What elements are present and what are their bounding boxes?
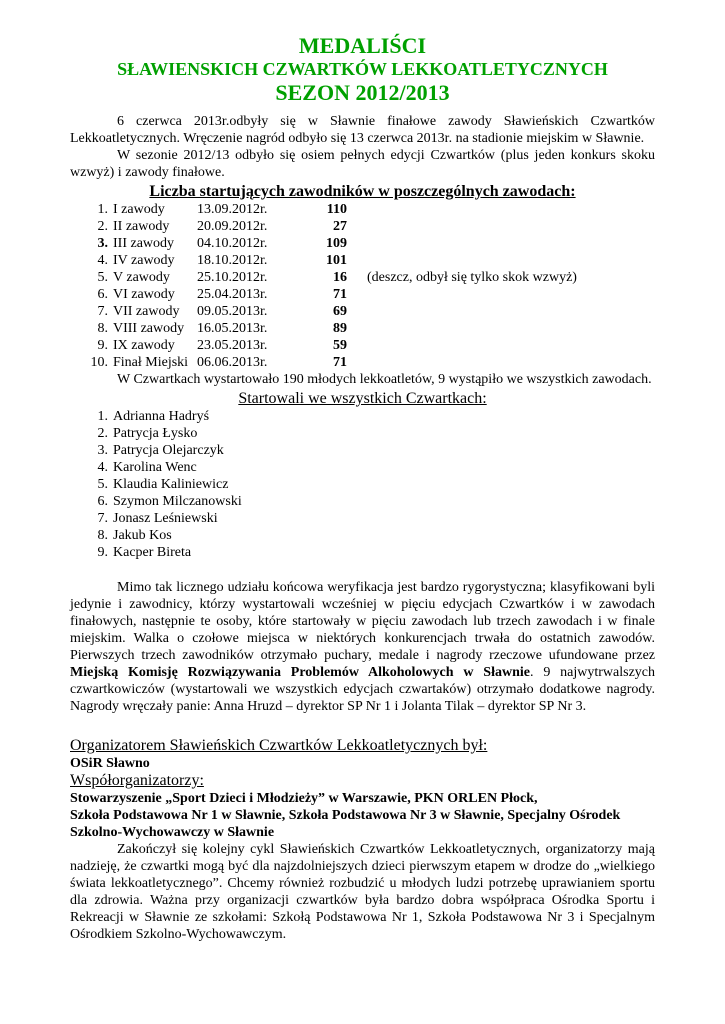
table-row [88,252,577,269]
event-name: II zawody [113,219,170,234]
list-item-name: Patrycja Olejarczyk [113,443,224,458]
event-name: VI zawody [113,287,175,302]
intro-paragraph-1: 6 czerwca 2013r.odbyły się w Sławnie finałowe zawody Sławieńskich Czwartków Lekkoatletycznych. Wręczenie nagród odbyło się 13 czerwca 2013r. na stadionie miejskim w Sławnie. [70,114,655,146]
list-item-name: Klaudia Kaliniewicz [113,477,229,492]
event-date: 23.05.2013r. [197,338,268,353]
all-starts-heading: Startowali we wszystkich Czwartkach: [238,390,487,407]
event-note [347,218,577,235]
events-heading: Liczba startujących zawodników w poszczególnych zawodach: [149,183,576,200]
event-date: 13.09.2012r. [197,202,268,217]
coorganizers-line-2: Szkoła Podstawowa Nr 1 w Sławnie, Szkoła Podstawowa Nr 3 w Sławnie, Specjalny Ośrodek Szkolno-Wychowawczy w Sławnie [70,808,621,840]
verification-text-after: . 9 najwytrwalszych czwartkowiczów (wystartowali we wszystkich edycjach czwartaków) otrzymało dodatkowe nagrody. Nagrody wręczały panie: Anna Hruzd – dyrektor SP Nr 1 i Jolanta Tilak – dyrektor SP Nr 3. [70,665,655,714]
list-item [88,442,655,459]
list-item-number: 6. [97,494,108,509]
event-number: 10. [90,355,108,370]
list-item [88,408,655,425]
list-item-name: Jonasz Leśniewski [113,511,218,526]
event-count: 71 [333,355,347,370]
event-note [347,201,577,218]
list-item [88,510,655,527]
table-row [88,201,577,218]
list-item-name: Szymon Milczanowski [113,494,242,509]
list-item-name: Patrycja Łysko [113,426,198,441]
table-row [88,337,577,354]
event-note [347,354,577,371]
event-note [347,337,577,354]
event-count: 59 [333,338,347,353]
title-subtitle: SŁAWIENSKICH CZWARTKÓW LEKKOATLETYCZNYCH [117,59,608,79]
event-note [347,235,577,252]
table-row [88,303,577,320]
event-number: 3. [97,236,108,251]
list-item [88,493,655,510]
event-number: 7. [97,304,108,319]
list-item-name: Jakub Kos [113,528,172,543]
organizer-name: OSiR Sławno [70,756,150,771]
list-item-number: 7. [97,511,108,526]
table-row [88,218,577,235]
coorganizers-title: Współorganizatorzy: [70,772,204,789]
event-number: 4. [97,253,108,268]
table-row [88,354,577,371]
list-item-number: 8. [97,528,108,543]
closing-paragraph: Zakończył się kolejny cykl Sławieńskich Czwartków Lekkoatletycznych, organizatorzy mają nadzieję, że czwartki mogą być dla najzdolniejszych dzieci pierwszym etapem w drodze do „wielkiego świata lekkoatletycznego”. Chcemy również rozbudzić u młodych ludzi potrzebę uprawianiem sportu dla zdrowia. Ważna przy organizacji czwartków była bardzo dobra współpraca Ośrodka Sportu i Rekreacji w Sławnie ze szkołami: Szkołą Podstawowa Nr 1, Szkoła Podstawowa Nr 3 i Specjalnym Ośrodkiem Szkolno-Wychowawczym. [70,842,655,942]
event-note: (deszcz, odbył się tylko skok wzwyż) [367,270,577,285]
event-date: 20.09.2012r. [197,219,268,234]
summary-paragraph: W Czwartkach wystartowało 190 młodych lekkoatletów, 9 wystąpiło we wszystkich zawodach. [117,372,652,387]
event-name: IX zawody [113,338,175,353]
verification-text-before: Mimo tak licznego udziału końcowa weryfikacja jest bardzo rygorystyczna; klasyfikowani byli jedynie i zawodnicy, którzy wystartowali wcześniej w pięciu edycjach Czwartków i w zawodach finałowych, następnie te osoby, które startowały w pięciu zawodach lub trzech zawodach i w finale miejskim. Walka o czołowe miejsca w niektórych konkurencjach trwała do ostatnich zawodów. Pierwszych trzech zawodników otrzymało puchary, medale i nagrody rzeczowe ufundowane przez [70,580,655,663]
event-number: 1. [97,202,108,217]
event-name: V zawody [113,270,170,285]
table-row [88,269,577,286]
event-count: 69 [333,304,347,319]
event-date: 06.06.2013r. [197,355,268,370]
event-date: 18.10.2012r. [197,253,268,268]
list-item-number: 2. [97,426,108,441]
event-count: 71 [333,287,347,302]
events-table [88,201,577,371]
event-number: 6. [97,287,108,302]
event-count: 101 [326,253,347,268]
event-date: 16.05.2013r. [197,321,268,336]
list-item [88,425,655,442]
intro-paragraph-2: W sezonie 2012/13 odbyło się osiem pełnych edycji Czwartków (plus jeden konkurs skoku wzwyż) i zawody finałowe. [70,148,655,180]
event-date: 25.10.2012r. [197,270,268,285]
list-item-number: 4. [97,460,108,475]
verification-paragraph [70,579,655,715]
event-note [347,286,577,303]
event-note [347,252,577,269]
event-count: 110 [326,202,347,217]
list-item-number: 3. [97,443,108,458]
event-name: VII zawody [113,304,180,319]
event-date: 09.05.2013r. [197,304,268,319]
list-item-name: Kacper Bireta [113,545,192,560]
event-date: 25.04.2013r. [197,287,268,302]
spacer [70,561,655,579]
event-note [347,303,577,320]
event-date: 04.10.2012r. [197,236,268,251]
list-item [88,476,655,493]
event-note [347,320,577,337]
list-item-number: 5. [97,477,108,492]
event-count: 16 [333,270,347,285]
event-number: 9. [97,338,108,353]
list-item [88,527,655,544]
event-name: I zawody [113,202,165,217]
table-row [88,235,577,252]
list-item [88,459,655,476]
event-name: III zawody [113,236,175,251]
event-number: 8. [97,321,108,336]
list-item-number: 9. [97,545,108,560]
document-content [70,33,655,943]
list-item-name: Adrianna Hadryś [113,409,210,424]
event-name: IV zawody [113,253,175,268]
all-starts-list [88,408,655,561]
verification-commission: Miejską Komisję Rozwiązywania Problemów Alkoholowych w Sławnie [70,665,530,680]
title-medalists: MEDALIŚCI [298,33,427,58]
list-item-number: 1. [97,409,108,424]
event-count: 109 [326,236,347,251]
title-season: SEZON 2012/2013 [275,80,450,105]
list-item [88,544,655,561]
coorganizers-line-1: Stowarzyszenie „Sport Dzieci i Młodzieży” w Warszawie, PKN ORLEN Płock, [70,791,538,806]
event-name: VIII zawody [113,321,185,336]
list-item-name: Karolina Wenc [113,460,197,475]
table-row [88,320,577,337]
event-name: Finał Miejski [113,355,189,370]
event-count: 27 [333,219,347,234]
event-number: 2. [97,219,108,234]
table-row [88,286,577,303]
event-count: 89 [333,321,347,336]
event-number: 5. [97,270,108,285]
organizer-title: Organizatorem Sławieńskich Czwartków Lekkoatletycznych był: [70,737,488,754]
